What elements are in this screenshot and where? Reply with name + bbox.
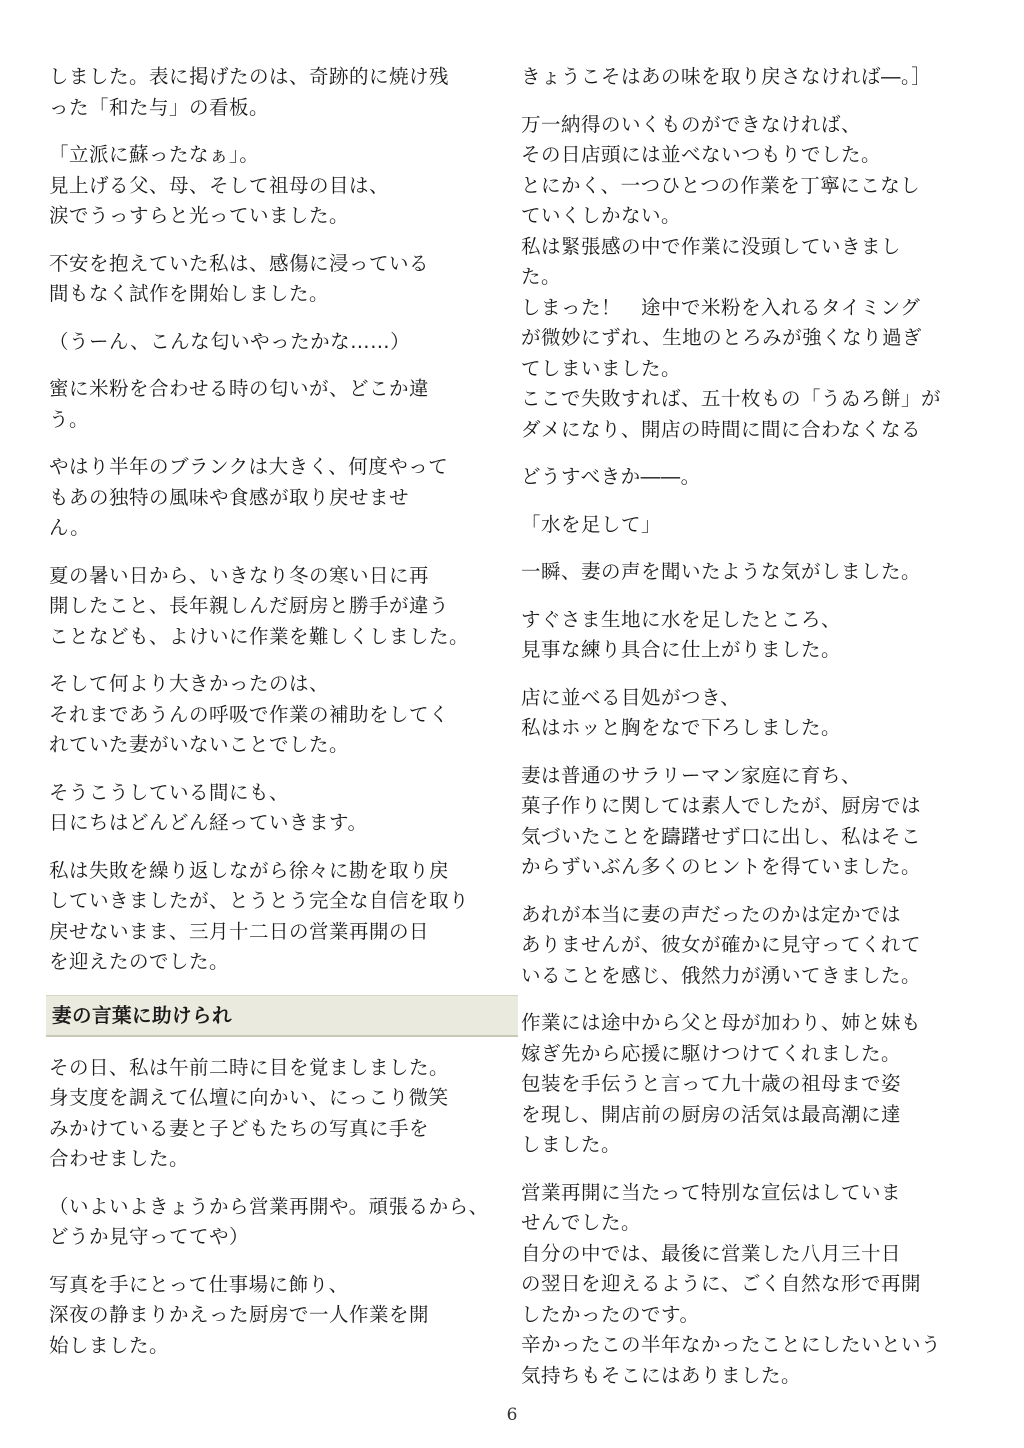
text-line: 菓子作りに関しては素人でしたが、厨房では	[521, 794, 922, 817]
text-line: いることを感じ、俄然力が湧いてきました。	[521, 963, 922, 987]
text-line: 「水を足して」	[521, 512, 662, 536]
text-line: その日、私は午前二時に目を覚ましました。	[49, 1055, 450, 1079]
text-line: どうすべきか――。	[521, 465, 701, 488]
text-line: 店に並べる目処がつき、	[521, 685, 741, 709]
text-line: 始しました。	[49, 1333, 170, 1357]
paragraph	[521, 1008, 961, 1161]
text-line: もあの独特の風味や食感が取り戻せませ	[49, 485, 410, 509]
paragraph	[49, 327, 504, 358]
paragraph	[521, 557, 961, 588]
paragraph	[49, 1192, 504, 1253]
paragraph	[521, 683, 961, 744]
text-line: ここで失敗すれば、五十枚もの「うゐろ餅」が	[521, 387, 942, 410]
text-line: したかったのです。	[521, 1302, 700, 1326]
paragraph	[49, 140, 504, 232]
text-line: れていた妻がいないことでした。	[49, 733, 350, 756]
text-line: 私は緊張感の中で作業に没頭していきまし	[521, 234, 902, 258]
text-line: 気持ちもそこにはありました。	[521, 1363, 802, 1387]
paragraph	[521, 761, 961, 883]
left-column	[49, 62, 504, 1378]
text-line: 「立派に蘇ったなぁ」。	[49, 143, 260, 166]
text-line: 自分の中では、最後に営業した八月三十日	[521, 1241, 902, 1265]
text-line: やはり半年のブランクは大きく、何度やって	[49, 455, 449, 478]
paragraph	[49, 62, 504, 123]
text-line: 妻は普通のサラリーマン家庭に育ち、	[521, 763, 862, 787]
text-line: ありませんが、彼女が確かに見守ってくれて	[521, 933, 922, 956]
text-line: 蜜に米粉を合わせる時の匂いが、どこか違	[49, 377, 430, 400]
text-line: 間もなく試作を開始しました。	[49, 282, 330, 305]
text-line: の翌日を迎えるように、ごく自然な形で再開	[521, 1272, 922, 1295]
text-line: った「和た与」の看板。	[49, 95, 270, 119]
text-line: が微妙にずれ、生地のとろみが強くなり過ぎ	[521, 326, 923, 349]
text-line: 不安を抱えていた私は、感傷に浸っている	[49, 251, 430, 275]
paragraph	[49, 249, 504, 310]
text-line: 気づいたことを躊躇せず口に出し、私はそこ	[521, 824, 922, 848]
text-line: 見事な練り具合に仕上がりました。	[521, 638, 842, 661]
right-column	[521, 62, 961, 1408]
text-line: そうこうしている間にも、	[49, 780, 290, 804]
paragraph	[49, 856, 504, 978]
paragraph	[49, 1053, 504, 1175]
paragraph	[521, 605, 961, 666]
text-line: 戻せないまま、三月十二日の営業再開の日	[49, 919, 430, 943]
text-line: （うーん、こんな匂いやったかな……）	[49, 329, 411, 353]
text-line: ことなども、よけいに作業を難しくしました。	[49, 624, 470, 648]
paragraph	[49, 669, 504, 761]
paragraph	[521, 1178, 961, 1392]
text-line: 見上げる父、母、そして祖母の目は、	[49, 173, 390, 197]
paragraph	[49, 452, 504, 544]
text-line: 私は失敗を繰り返しながら徐々に勘を取り戻	[49, 858, 450, 882]
text-line: （いよいよきょうから営業再開や。頑張るから、	[49, 1194, 489, 1218]
paragraph	[521, 900, 961, 992]
text-line: 深夜の静まりかえった厨房で一人作業を開	[49, 1303, 430, 1326]
text-line: しまった！ 途中で米粉を入れるタイミング	[521, 295, 921, 319]
text-line: しました。表に掲げたのは、奇跡的に焼け残	[49, 65, 450, 88]
text-line: を迎えたのでした。	[49, 950, 230, 973]
text-line: ん。	[49, 516, 91, 539]
paragraph	[521, 510, 961, 541]
text-line: 夏の暑い日から、いきなり冬の寒い日に再	[49, 563, 430, 587]
text-line: からずいぶん多くのヒントを得ていました。	[521, 855, 922, 878]
section-heading: 妻の言葉に助けられ	[46, 995, 518, 1037]
text-line: 涙でうっすらと光っていました。	[49, 204, 350, 227]
text-line: とにかく、一つひとつの作業を丁寧にこなし	[521, 173, 921, 197]
text-line: 万一納得のいくものができなければ、	[521, 112, 862, 136]
text-line: 日にちはどんどん経っていきます。	[49, 811, 368, 834]
text-line: う。	[49, 407, 90, 431]
text-line: しました。	[521, 1133, 622, 1156]
text-line: てしまいました。	[521, 356, 682, 380]
paragraph	[49, 1270, 504, 1362]
text-line: すぐさま生地に水を足したところ、	[521, 607, 842, 631]
text-line: その日店頭には並べないつもりでした。	[521, 143, 882, 166]
paragraph	[521, 110, 961, 446]
text-line: せんでした。	[521, 1211, 642, 1234]
text-line: 辛かったこの半年なかったことにしたいという	[521, 1333, 942, 1356]
text-line: ダメになり、開店の時間に間に合わなくなる	[521, 417, 922, 441]
text-line: 私はホッと胸をなで下ろしました。	[521, 716, 842, 739]
text-line: 身支度を調えて仏壇に向かい、にっこり微笑	[49, 1086, 449, 1109]
paragraph	[49, 374, 504, 435]
left-paragraphs-before-heading	[49, 62, 504, 978]
text-line: た。	[521, 265, 562, 288]
text-line: それまであうんの呼吸で作業の補助をしてく	[49, 702, 450, 726]
text-line: 営業再開に当たって特別な宣伝はしていま	[521, 1180, 902, 1204]
text-line: 写真を手にとって仕事場に飾り、	[49, 1272, 349, 1296]
text-line: そして何より大きかったのは、	[49, 672, 330, 695]
page-number: 6	[506, 1405, 518, 1425]
text-line: 作業には途中から父と母が加わり、姉と妹も	[521, 1011, 922, 1034]
paragraph	[49, 561, 504, 653]
text-line: していきましたが、とうとう完全な自信を取り	[49, 889, 470, 912]
text-line: きょうこそはあの味を取り戻さなければ―。］	[521, 65, 932, 88]
text-line: 包装を手伝うと言って九十歳の祖母まで姿	[521, 1072, 902, 1095]
text-line: どうか見守っててや）	[49, 1225, 250, 1248]
text-line: 嫁ぎ先から応援に駆けつけてくれました。	[521, 1041, 902, 1065]
paragraph	[49, 778, 504, 839]
text-line: みかけている妻と子どもたちの写真に手を	[49, 1116, 430, 1140]
text-line: を現し、開店前の厨房の活気は最高潮に達	[521, 1102, 902, 1126]
paragraph	[521, 62, 961, 93]
left-paragraphs-after-heading	[49, 1053, 504, 1362]
text-line: あれが本当に妻の声だったのかは定かでは	[521, 902, 902, 926]
text-line: 合わせました。	[49, 1147, 190, 1170]
paragraph	[521, 462, 961, 493]
text-line: 一瞬、妻の声を聞いたような気がしました。	[521, 560, 922, 583]
text-line: 開したこと、長年親しんだ厨房と勝手が違う	[49, 594, 450, 617]
text-line: ていくしかない。	[521, 204, 682, 227]
right-paragraphs	[521, 62, 961, 1391]
